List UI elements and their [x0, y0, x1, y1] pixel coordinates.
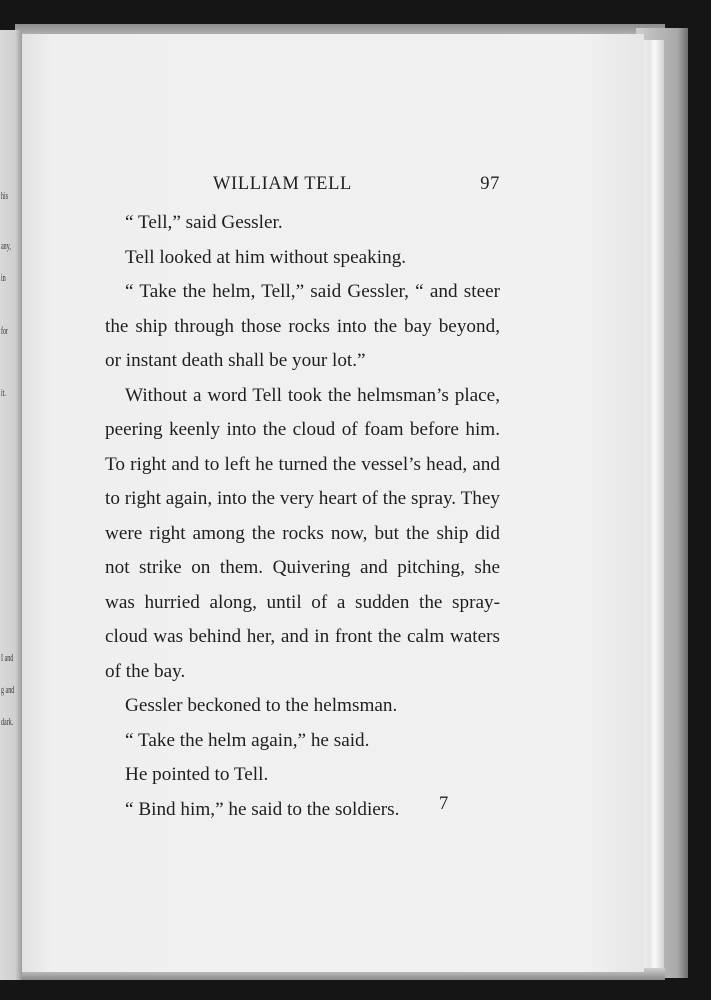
body-text: [105, 206, 500, 827]
paragraph: “ Take the helm again,” he said.: [125, 729, 370, 751]
facing-page-fragment: any,: [1, 240, 11, 252]
facing-page-fragment: for: [1, 325, 9, 337]
facing-page-fragment: his: [1, 190, 9, 202]
paragraph: Gessler beckoned to the helmsman.: [125, 695, 398, 716]
facing-page-fragment: it.: [1, 387, 6, 399]
paragraph: “ Bind him,” he said to the soldiers.: [125, 798, 400, 820]
paragraph: Without a word Tell took the helmsman’s place, peering keenly into the cloud of foam before him. To right and to left he turned the vessel’s head, and to right again, into the very heart of the spray. They were right among the rocks now, but the ship did not strike on them. Quivering and pitching, she was hurried along, until of a sudden the spray-cloud was behind her, and in front the calm waters of the bay.: [105, 384, 500, 682]
facing-page-fragment: in: [1, 272, 6, 284]
page-number: 97: [480, 174, 500, 194]
signature-mark: 7: [439, 794, 449, 814]
running-head: [105, 174, 500, 206]
book-page: [22, 34, 644, 972]
facing-page-fragment: I and: [1, 652, 14, 664]
facing-page-fragment: g and: [1, 684, 15, 696]
paragraph: “ Take the helm, Tell,” said Gessler, “ and steer the ship through those rocks into the bay beyond, or instant death shall be your lot.”: [105, 281, 500, 371]
paragraph: He pointed to Tell.: [125, 764, 269, 785]
facing-page-fragment: dark.: [1, 716, 14, 728]
running-title: WILLIAM TELL: [213, 174, 352, 194]
text-block: [105, 174, 500, 827]
facing-page-edge: [0, 30, 22, 980]
paragraph: “ Tell,” said Gessler.: [125, 212, 283, 233]
paragraph: Tell looked at him without speaking.: [125, 246, 407, 268]
